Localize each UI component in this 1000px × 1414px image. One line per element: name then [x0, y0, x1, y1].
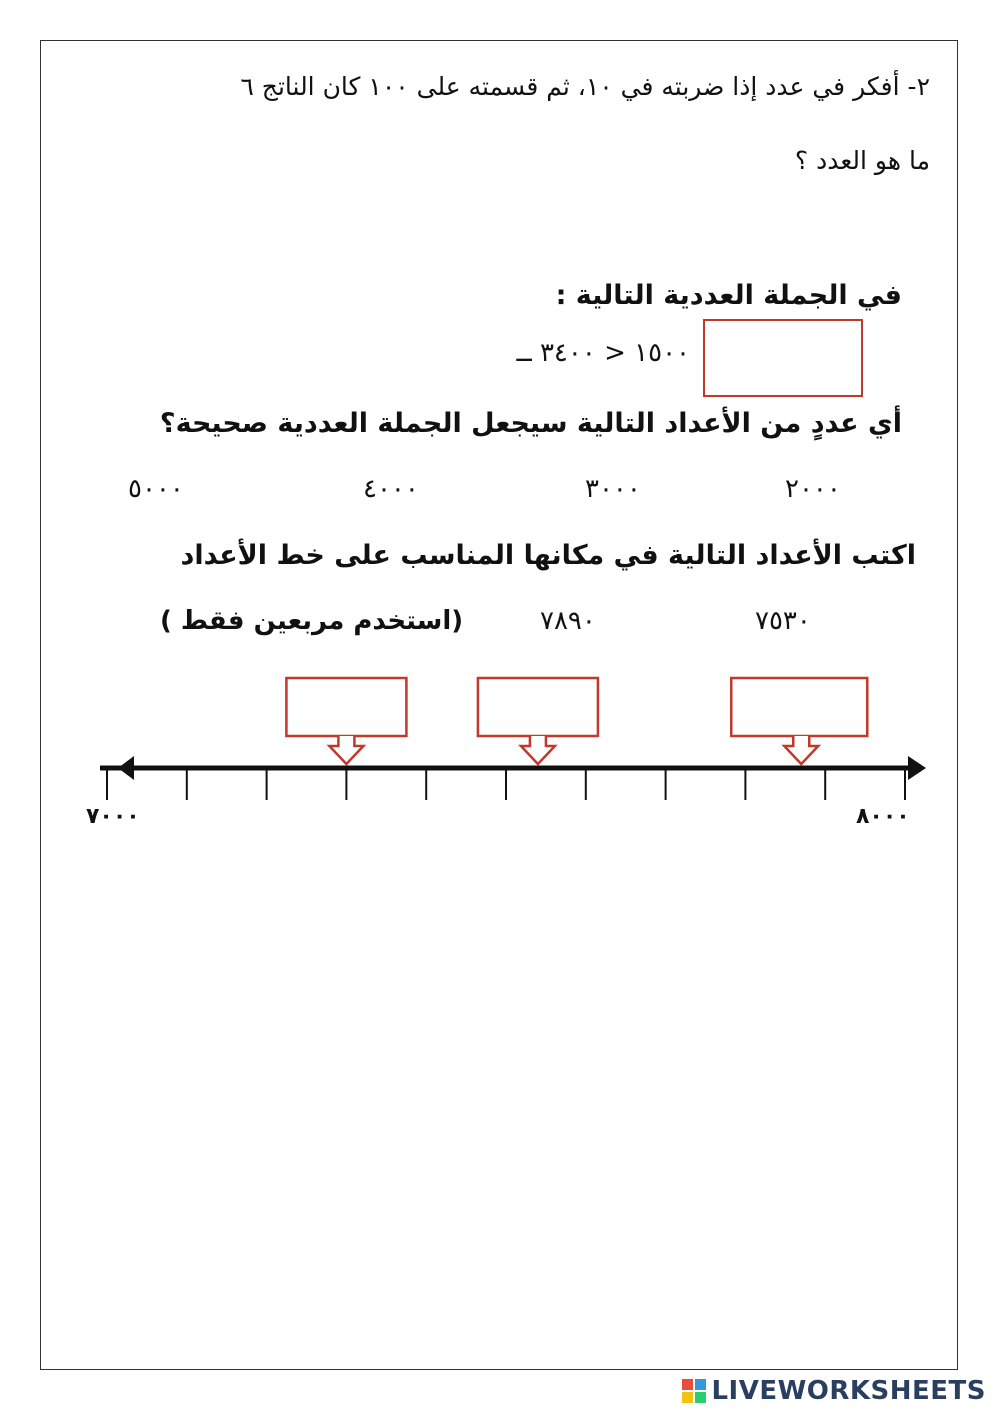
liveworksheets-logo-icon [681, 1378, 707, 1404]
hint-use-two-boxes: (استخدم مربعين فقط ) [160, 606, 464, 636]
option-5000[interactable]: ٥٠٠٠ [128, 474, 184, 504]
number-line-answer-box[interactable] [478, 678, 598, 736]
number-line [0, 660, 1000, 850]
given-number-7530: ٧٥٣٠ [755, 606, 811, 636]
liveworksheets-watermark [681, 1374, 986, 1408]
right-arrow-icon [908, 756, 926, 780]
question-2-line-2: ما هو العدد ؟ [794, 146, 930, 175]
number-line-end-label: ٨٠٠٠ [856, 804, 910, 829]
given-number-7890: ٧٨٩٠ [540, 606, 596, 636]
pointer-arrow-icon [784, 736, 818, 764]
option-4000[interactable]: ٤٠٠٠ [363, 474, 419, 504]
equation-answer-box[interactable] [703, 319, 863, 397]
question-3-prompt: أي عددٍ من الأعداد التالية سيجعل الجملة العددية صحيحة؟ [159, 408, 902, 439]
number-sentence: ١٥٠٠ < ٣٤٠٠ ــ [516, 338, 690, 368]
number-line-start-label: ٧٠٠٠ [86, 804, 140, 829]
question-3-intro: في الجملة العددية التالية : [555, 280, 902, 311]
pointer-arrow-icon [329, 736, 363, 764]
option-2000[interactable]: ٢٠٠٠ [785, 474, 841, 504]
option-3000[interactable]: ٣٠٠٠ [585, 474, 641, 504]
question-4-instruction: اكتب الأعداد التالية في مكانها المناسب على خط الأعداد [180, 540, 916, 571]
left-arrow-icon [118, 756, 134, 780]
pointer-arrow-icon [521, 736, 555, 764]
question-2-line-1: ٢- أفكر في عدد إذا ضربته في ١٠، ثم قسمته على ١٠٠ كان الناتج ٦ [240, 72, 930, 101]
number-line-answer-box[interactable] [286, 678, 406, 736]
number-line-answer-box[interactable] [731, 678, 867, 736]
watermark-text: LIVEWORKSHEETS [711, 1376, 986, 1406]
